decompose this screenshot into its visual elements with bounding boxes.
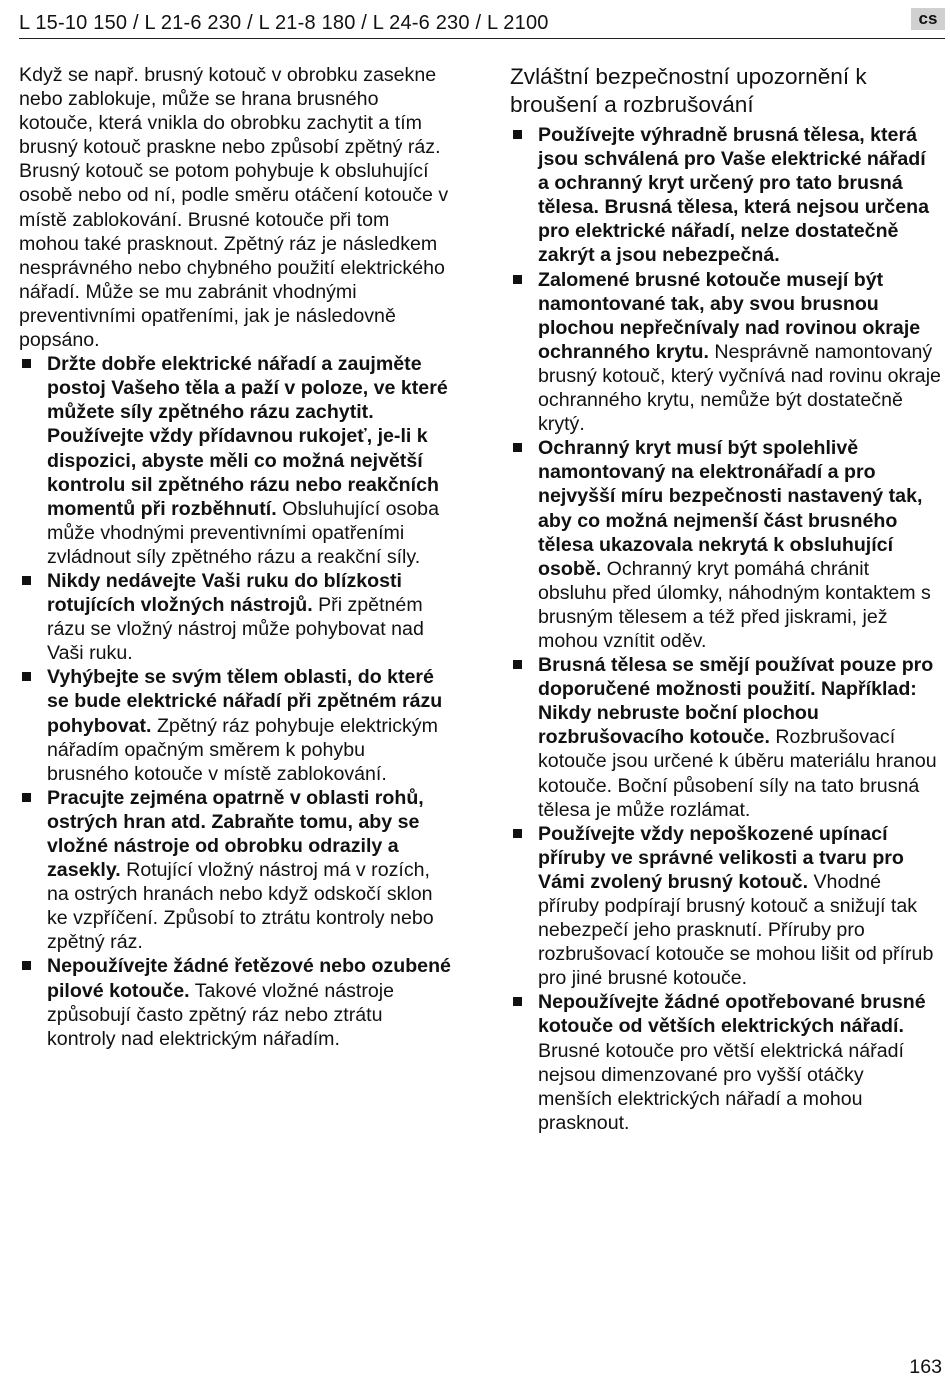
- item-bold-text: Vyhýbejte se svým tělem oblasti, do které se bude elektrické nářadí při zpětném rázu pohybovat.: [47, 666, 443, 737]
- intro-paragraph: Když se např. brusný kotouč v obrobku zasekne nebo zablokuje, může se hrana brusného kotouče, která vnikla do obrobku zachytit a tím brusný kotouč praskne nebo způsobí zpětný ráz.: [19, 64, 441, 159]
- item-text: Při zpětném rázu se vložný nástroj může pohybovat nad Vaši ruku.: [47, 594, 424, 665]
- item-text: Ochranný kryt pomáhá chránit obsluhu před úlomky, náhodným kontaktem s brusným tělesem a též před jiskrami, jež mohou vznítit oděv.: [538, 557, 931, 652]
- bullet-square-icon: [22, 793, 31, 802]
- item-bold-text: Nepoužívejte žádné opotřebované brusné kotouče od větších elektrických nářadí.: [538, 991, 926, 1038]
- item-bold-text: Brusná tělesa se smějí používat pouze pro doporučené možnosti použití. Například: Nikdy nebruste boční plochou rozbrušovacího kotouče.: [538, 654, 934, 749]
- list-item: [510, 123, 942, 268]
- item-bold-text: Pracujte zejména opatrně v oblasti rohů, ostrých hran atd. Zabraňte tomu, aby se vložné nástroje od obrobku odrazily a zasekly.: [47, 786, 424, 882]
- item-bold-text: Ochranný kryt musí být spolehlivě namontovaný na elektronářadí a pro nejvyšší míru bezpečnosti nastavený tak, aby co možná nejmenší část brusného tělesa ukazovala nekrytá k obsluhující osobě.: [538, 437, 923, 580]
- item-bold-text: Držte dobře elektrické nářadí a zaujměte postoj Vašeho těla a paží v poloze, ve které můžete síly zpětného rázu zachytit. Používejte vždy přídavnou rukojeť, je-li k dispozici, abyste měli co možná největší kontrolu sil zpětného rázu nebo reakčních momentů při rozběhnutí.: [47, 353, 448, 520]
- list-item: [19, 352, 451, 569]
- intro-paragraph: Brusný kotouč se potom pohybuje k obsluhující osobě nebo od ní, podle směru otáčení kotouče v místě zablokování. Brusné kotouče při tom mohou také prasknout. Zpětný ráz je následkem nesprávného nebo chybného použití elektrického nářadí. Může se mu zabránit vhodnými preventivními opatřeními, jak je následovně popsáno.: [19, 160, 449, 352]
- item-bold-text: Používejte vždy nepoškozené upínací příruby ve správné velikosti a tvaru pro Vámi zvolený brusný kotouč.: [538, 822, 904, 893]
- list-item: [19, 665, 451, 785]
- item-text: Takové vložné nástroje způsobují často zpětný ráz nebo ztrátu kontroly nad elektrickým nářadím.: [47, 979, 395, 1050]
- list-item: [510, 822, 942, 991]
- item-bold-text: Nikdy nedávejte Vaši ruku do blízkosti rotujících vložných nástrojů.: [47, 569, 402, 617]
- left-column: [19, 63, 451, 1051]
- list-item: [510, 990, 942, 1135]
- bullet-square-icon: [22, 961, 31, 970]
- list-item: [510, 653, 942, 822]
- item-text: Rotující vložný nástroj má v rozích, na ostrých hranách nebo když odskočí sklon ke vzpříčení. Způsobí to ztrátu kontroly nebo zpětný ráz.: [47, 859, 434, 954]
- item-text: Vhodné příruby podpírají brusný kotouč a snižují tak nebezpečí jeho prasknutí. Příruby pro rozbrušovací kotouče se mohou lišit od přírub pro jiné brusné kotouče.: [538, 870, 934, 990]
- item-text: Zpětný ráz pohybuje elektrickým nářadím opačným směrem k pohybu brusného kotouče v místě zablokování.: [47, 714, 438, 785]
- page-header: [19, 8, 945, 39]
- bullet-square-icon: [513, 443, 522, 452]
- item-bold-text: Nepoužívejte žádné řetězové nebo ozubené pilové kotouče.: [47, 955, 451, 1002]
- item-bold-text: Zalomené brusné kotouče musejí být namontované tak, aby svou brusnou plochou nepřečnívaly nad rovinou okraje ochranného krytu.: [538, 268, 921, 363]
- bullet-square-icon: [513, 829, 522, 838]
- bullet-square-icon: [22, 672, 31, 681]
- list-item: [19, 954, 451, 1050]
- item-text: Obsluhující osoba může vhodnými preventivními opatřeními zvládnout síly zpětného rázu a reakční síly.: [47, 497, 439, 568]
- list-item: [510, 436, 942, 653]
- bullet-square-icon: [513, 275, 522, 284]
- page-number: 163: [909, 1356, 942, 1378]
- header-title: L 15-10 150 / L 21-6 230 / L 21-8 180 / L 24-6 230 / L 2100: [19, 12, 549, 34]
- bullet-square-icon: [513, 130, 522, 139]
- list-item: [19, 569, 451, 665]
- bullet-square-icon: [22, 576, 31, 585]
- section-heading: Zvláštní bezpečnostní upozornění k broušení a rozbrušování: [510, 64, 867, 117]
- item-text: Rozbrušovací kotouče jsou určené k úběru materiálu hranou kotouče. Boční působení síly na tato brusná tělesa je může rozlámat.: [538, 726, 937, 821]
- language-badge: cs: [911, 8, 945, 30]
- list-item: [19, 786, 451, 955]
- list-item: [510, 268, 942, 437]
- right-column: [510, 63, 942, 1135]
- bullet-square-icon: [22, 359, 31, 368]
- bullet-square-icon: [513, 660, 522, 669]
- bullet-square-icon: [513, 997, 522, 1006]
- item-text: Nesprávně namontovaný brusný kotouč, který vyčnívá nad rovinu okraje ochranného krytu, nemůže být dostatečně krytý.: [538, 340, 941, 436]
- item-text: Brusné kotouče pro větší elektrická nářadí nejsou dimenzované pro vyšší otáčky menších elektrických nářadí a mohou prasknout.: [538, 1039, 904, 1134]
- item-bold-text: Používejte výhradně brusná tělesa, která jsou schválená pro Vaše elektrické nářadí a ochranný kryt určený pro tato brusná tělesa. Brusná tělesa, která nejsou určena pro elektrické nářadí, nelze dostatečně zakrýt a jsou nebezpečná.: [538, 124, 929, 267]
